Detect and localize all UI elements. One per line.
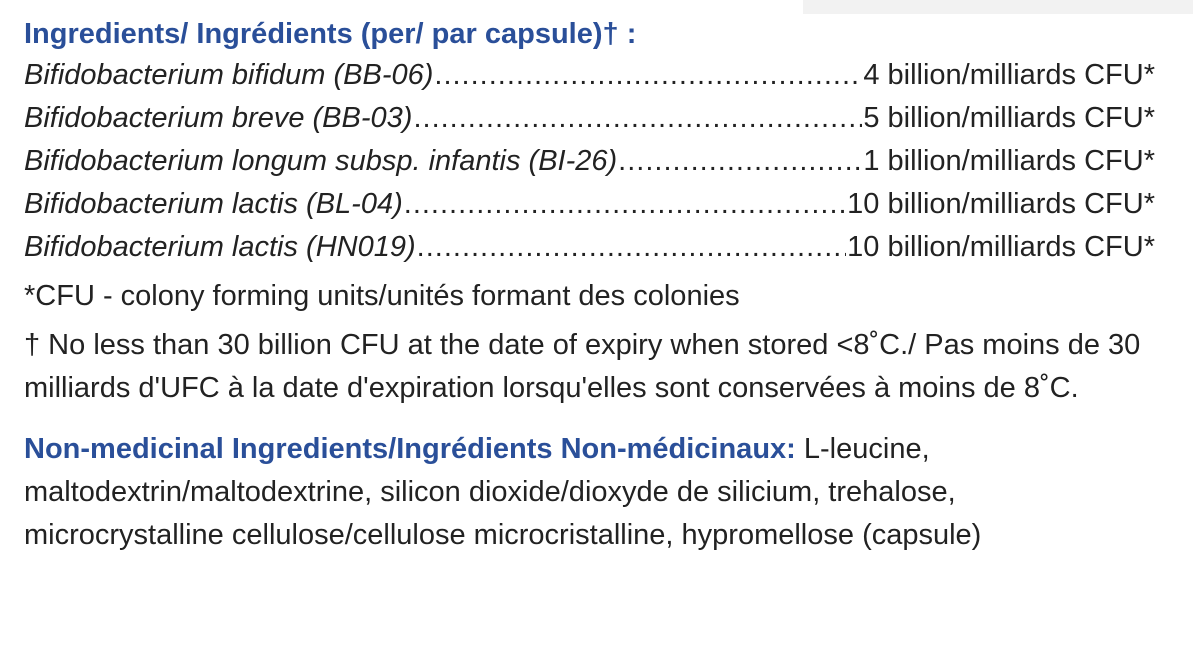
cfu-footnote: *CFU - colony forming units/unités formant des colonies: [24, 280, 740, 312]
dot-leader: [618, 140, 862, 183]
ingredient-row: [24, 140, 1155, 183]
ingredient-row: [24, 97, 1155, 140]
non-medicinal-label: Non-medicinal Ingredients/Ingrédients Non-médicinaux:: [24, 433, 796, 465]
ingredient-row: [24, 54, 1155, 97]
ingredient-list: [24, 54, 1164, 269]
non-medicinal-text: L-leucine, maltodextrin/maltodextrine, silicon dioxide/dioxyde de silicium, trehalose, microcrystalline cellulose/cellulose microcristalline, hypromellose (capsule): [24, 433, 982, 551]
corner-tab: [803, 0, 1193, 14]
ingredient-amount: 10 billion/milliards CFU*: [847, 188, 1155, 220]
dot-leader: [413, 97, 862, 140]
ingredient-label: [24, 14, 1164, 557]
ingredient-row: [24, 226, 1155, 269]
ingredient-name: Bifidobacterium bifidum (BB-06): [24, 59, 434, 91]
non-medicinal-ingredients: [24, 428, 1134, 557]
ingredients-heading: Ingredients/ Ingrédients (per/ par capsule)† :: [24, 18, 637, 50]
dot-leader: [434, 54, 862, 97]
storage-footnote: † No less than 30 billion CFU at the date of expiry when stored <8˚C./ Pas moins de 30 milliards d'UFC à la date d'expiration lorsqu'elles sont conservées à moins de 8˚C.: [24, 329, 1141, 404]
dot-leader: [404, 183, 846, 226]
ingredient-amount: 10 billion/milliards CFU*: [847, 231, 1155, 263]
dot-leader: [417, 226, 847, 269]
ingredient-row: [24, 183, 1155, 226]
ingredient-amount: 1 billion/milliards CFU*: [863, 145, 1155, 177]
ingredient-amount: 5 billion/milliards CFU*: [863, 102, 1155, 134]
ingredient-name: Bifidobacterium longum subsp. infantis (BI-26): [24, 145, 618, 177]
ingredient-name: Bifidobacterium breve (BB-03): [24, 102, 413, 134]
ingredient-name: Bifidobacterium lactis (HN019): [24, 231, 416, 263]
ingredient-amount: 4 billion/milliards CFU*: [863, 59, 1155, 91]
ingredient-name: Bifidobacterium lactis (BL-04): [24, 188, 403, 220]
